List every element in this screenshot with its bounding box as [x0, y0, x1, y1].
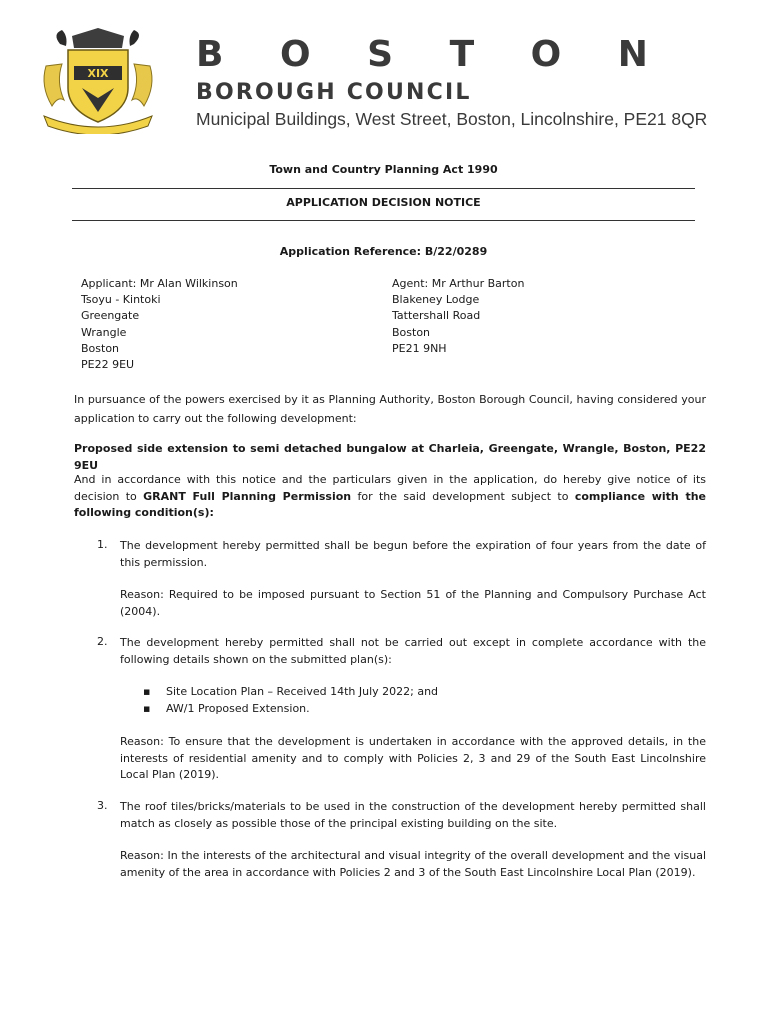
condition-text: The development hereby permitted shall not be carried out except in complete accordance with the following details shown on the submitted plan(s):	[120, 636, 706, 666]
council-subtitle: BOROUGH COUNCIL	[196, 80, 472, 105]
council-address: Municipal Buildings, West Street, Boston, Lincolnshire, PE21 8QR	[196, 109, 708, 129]
address-line: Applicant: Mr Alan Wilkinson	[81, 277, 238, 290]
condition-reason: Reason: To ensure that the development is undertaken in accordance with the approved details, in the interests of residential amenity and to comply with Policies 2, 3 and 29 of the South East Lincolnshire Local Plan (2019).	[120, 735, 706, 781]
address-line: PE21 9NH	[392, 341, 447, 355]
plan-item: Site Location Plan – Received 14th July 2022; and	[166, 685, 439, 698]
address-line: Greengate	[81, 309, 140, 323]
address-line: Boston	[81, 341, 120, 355]
address-line: Tsoyu - Kintoki	[81, 293, 161, 307]
decision-compliance: compliance with the following condition(s):	[74, 489, 707, 519]
decision-text: And in accordance with this notice and the particulars given in the application, do hereby give notice of its decision to	[74, 473, 706, 503]
act-title: Town and Country Planning Act 1990	[269, 163, 498, 176]
address-line: PE22 9EU	[81, 358, 135, 372]
intro-paragraph: In pursuance of the powers exercised by it as Planning Authority, Boston Borough Council, having considered your application to carry out the following development:	[74, 393, 706, 425]
address-line: Agent: Mr Arthur Barton	[392, 277, 525, 290]
condition-text: The roof tiles/bricks/materials to be used in the construction of the development hereby permitted shall match as closely as possible those of the principal existing building on the site.	[120, 800, 706, 830]
agent-address	[392, 276, 524, 357]
condition-number: 1.	[97, 538, 108, 551]
divider	[72, 188, 695, 189]
decision-grant: GRANT Full Planning Permission	[143, 489, 352, 503]
notice-heading: APPLICATION DECISION NOTICE	[286, 196, 481, 209]
development-description: Proposed side extension to semi detached bungalow at Charleia, Greengate, Wrangle, Boston, PE22 9EU	[74, 442, 706, 472]
plan-item: AW/1 Proposed Extension.	[166, 702, 310, 715]
decision-text: for the said development subject to	[351, 489, 575, 503]
address-line: Wrangle	[81, 325, 127, 339]
bullet-icon: ▪	[143, 685, 151, 698]
council-crest-logo	[38, 26, 158, 134]
bullet-icon: ▪	[143, 702, 151, 715]
address-line: Boston	[392, 325, 431, 339]
condition-number: 2.	[97, 635, 108, 648]
address-line: Tattershall Road	[392, 309, 481, 323]
condition-number: 3.	[97, 799, 108, 812]
condition-reason: Reason: In the interests of the architectural and visual integrity of the overall development and the visual amenity of the area in accordance with Policies 2 and 3 of the South East Lincolnshire Local Plan (2019).	[120, 849, 706, 879]
condition-reason: Reason: Required to be imposed pursuant to Section 51 of the Planning and Compulsory Purchase Act (2004).	[120, 588, 706, 618]
application-reference: Application Reference: B/22/0289	[279, 245, 488, 258]
divider	[72, 220, 695, 221]
address-line: Blakeney Lodge	[392, 293, 480, 307]
council-name: B O S T O N	[196, 34, 670, 75]
applicant-address	[81, 276, 238, 373]
decision-paragraph	[74, 472, 706, 522]
crest-text: XIX	[87, 67, 109, 80]
condition-text: The development hereby permitted shall be begun before the expiration of four years from the date of this permission.	[120, 539, 706, 569]
